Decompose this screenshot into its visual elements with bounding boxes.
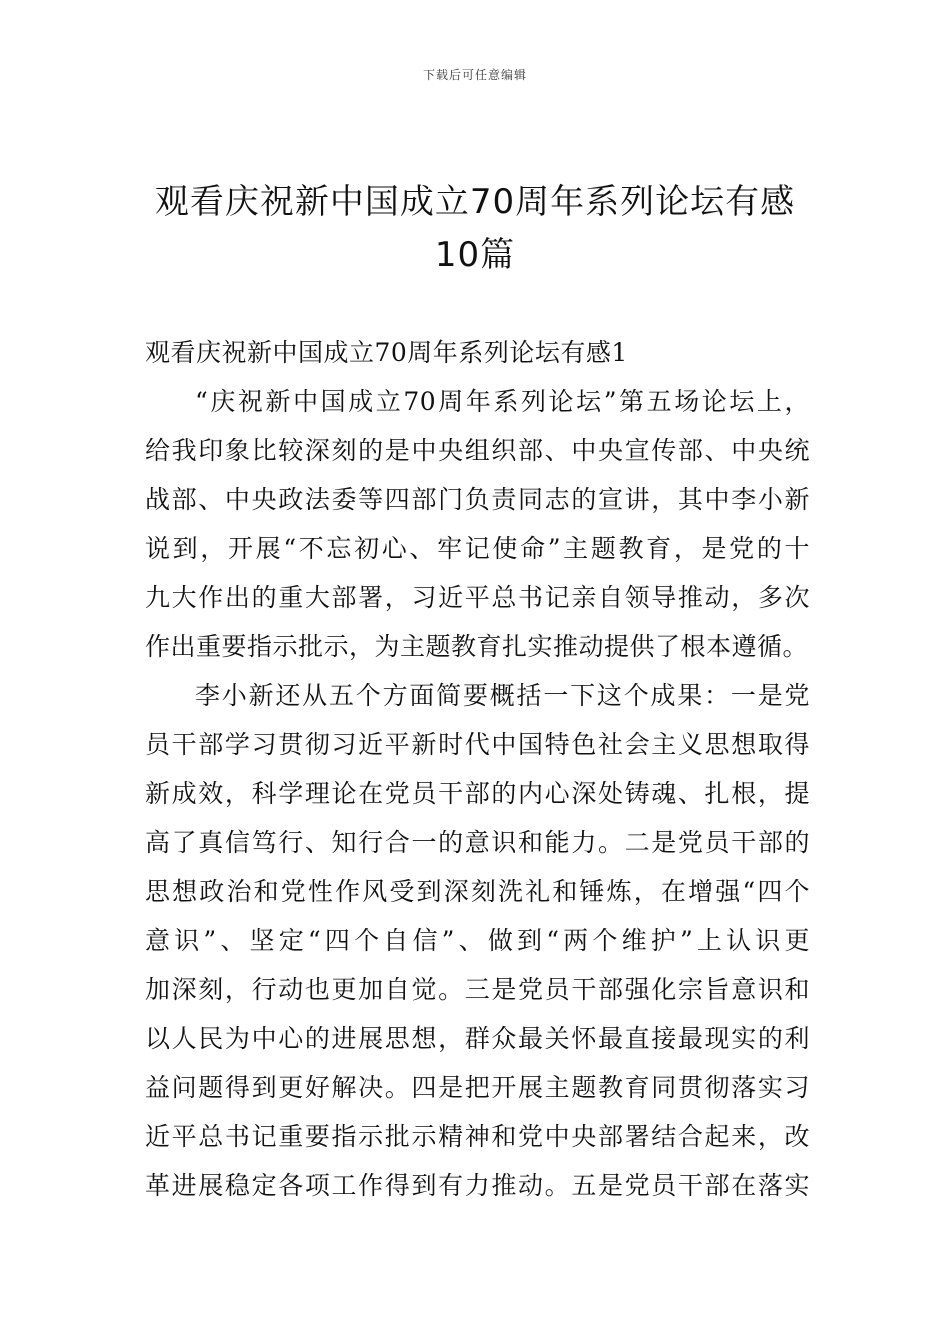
paragraph-line: 思想政治和党性作风受到深刻洗礼和锤炼，在增强“四个 [145,877,810,906]
paragraph-line: 加深刻，行动也更加自觉。三是党员干部强化宗旨意识和 [145,975,810,1004]
paragraph-line: 革进展稳定各项工作得到有力推动。五是党员干部在落实 [145,1171,810,1200]
section-heading: 观看庆祝新中国成立70周年系列论坛有感1 [145,338,628,367]
paragraph-line: 作出重要指示批示，为主题教育扎实推动提供了根本遵循。 [145,632,809,661]
paragraph-line: 战部、中央政法委等四部门负责同志的宣讲，其中李小新 [145,485,810,514]
paragraph-2 [145,671,810,1210]
document-title [120,176,830,282]
paragraph-line: 九大作出的重大部署，习近平总书记亲自领导推动，多次 [145,583,810,612]
paragraph-line: 员干部学习贯彻习近平新时代中国特色社会主义思想取得 [145,730,810,759]
paragraph-line: 以人民为中心的进展思想，群众最关怀最直接最现实的利 [145,1024,810,1053]
paragraph-line: 高了真信笃行、知行合一的意识和能力。二是党员干部的 [145,828,810,857]
paragraph-line: 益问题得到更好解决。四是把开展主题教育同贯彻落实习 [145,1073,810,1102]
title-line-2: 10篇 [434,235,516,275]
paragraph-line: “庆祝新中国成立70周年系列论坛”第五场论坛上， [195,387,810,416]
paragraph-line: 给我印象比较深刻的是中央组织部、中央宣传部、中央统 [145,436,810,465]
page-header-note: 下载后可任意编辑 [422,68,527,82]
paragraph-line: 近平总书记重要指示批示精神和党中央部署结合起来，改 [145,1122,810,1151]
paragraph-line: 李小新还从五个方面简要概括一下这个成果：一是党 [195,681,810,710]
paragraph-line: 意识”、坚定“四个自信”、做到“两个维护”上认识更 [145,926,810,955]
paragraph-1 [145,377,810,671]
paragraph-line: 新成效，科学理论在党员干部的内心深处铸魂、扎根，提 [145,779,810,808]
title-line-1: 观看庆祝新中国成立70周年系列论坛有感 [154,182,796,222]
document-body [145,328,810,1210]
paragraph-line: 说到，开展“不忘初心、牢记使命”主题教育，是党的十 [145,534,810,563]
